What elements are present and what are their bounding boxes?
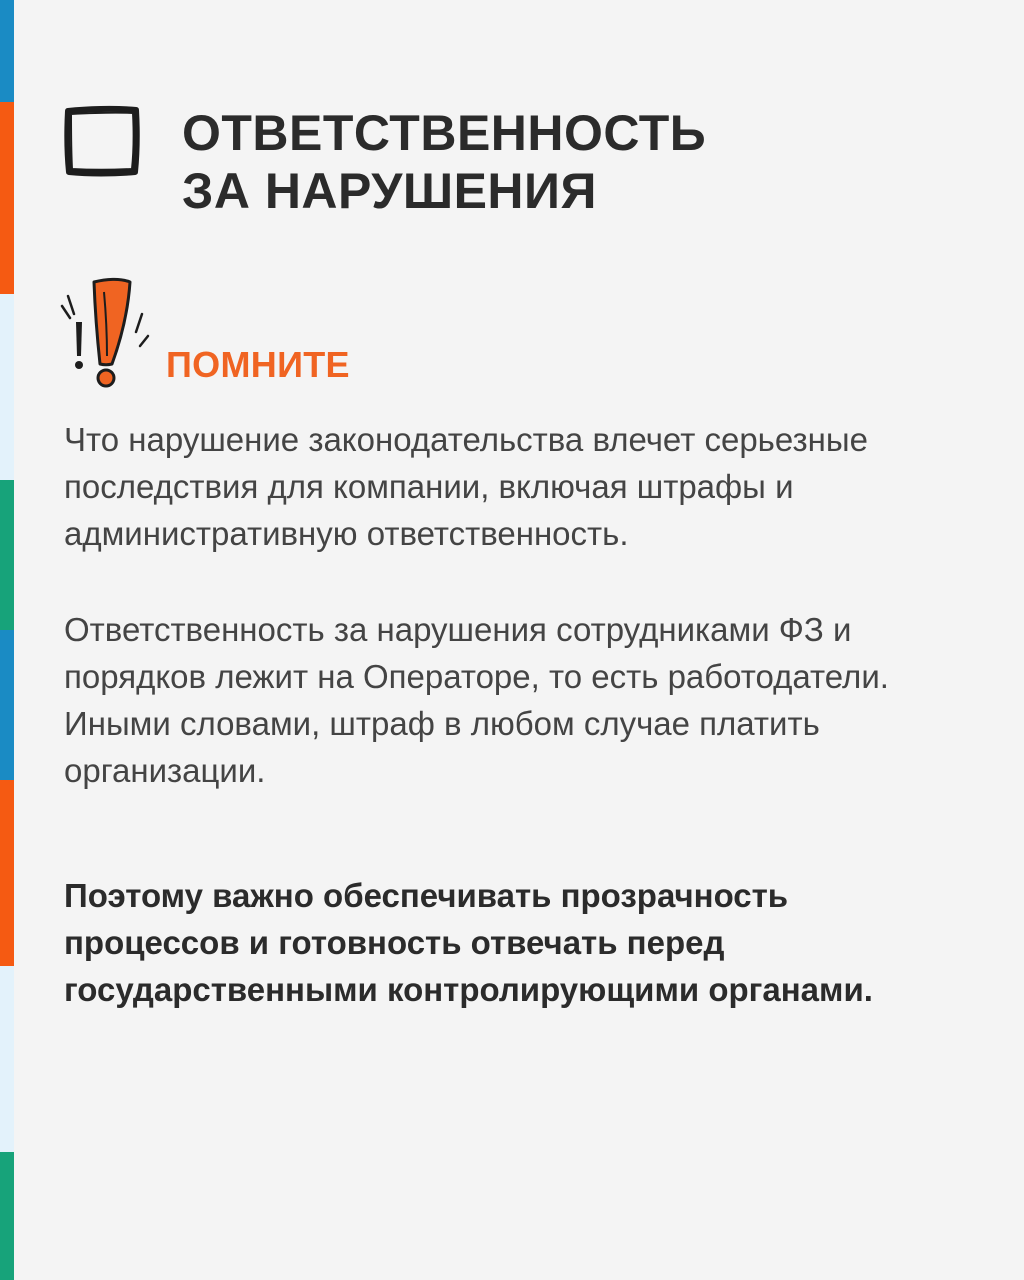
paragraph-consequences: Что нарушение законодательства влечет серьезные последствия для компании, включая штрафы и административную ответственность. — [64, 421, 868, 552]
checkbox-square-icon — [62, 104, 142, 178]
remember-heading: ПОМНИТЕ — [166, 344, 350, 385]
page-title — [182, 104, 706, 220]
title-line-1: ОТВЕТСТВЕННОСТЬ — [182, 105, 707, 161]
title-line-2: ЗА НАРУШЕНИЯ — [182, 163, 597, 219]
exclamation-icon — [58, 274, 150, 390]
paragraph-transparency-conclusion: Поэтому важно обеспечивать прозрачность процессов и готовность отвечать перед государственными контролирующими органами. — [64, 877, 873, 1008]
decorative-side-stripe — [0, 0, 14, 1280]
paragraph-operator-responsibility: Ответственность за нарушения сотрудниками ФЗ и порядков лежит на Операторе, то есть работодатели. Иными словами, штраф в любом случае платить организации. — [64, 611, 889, 789]
